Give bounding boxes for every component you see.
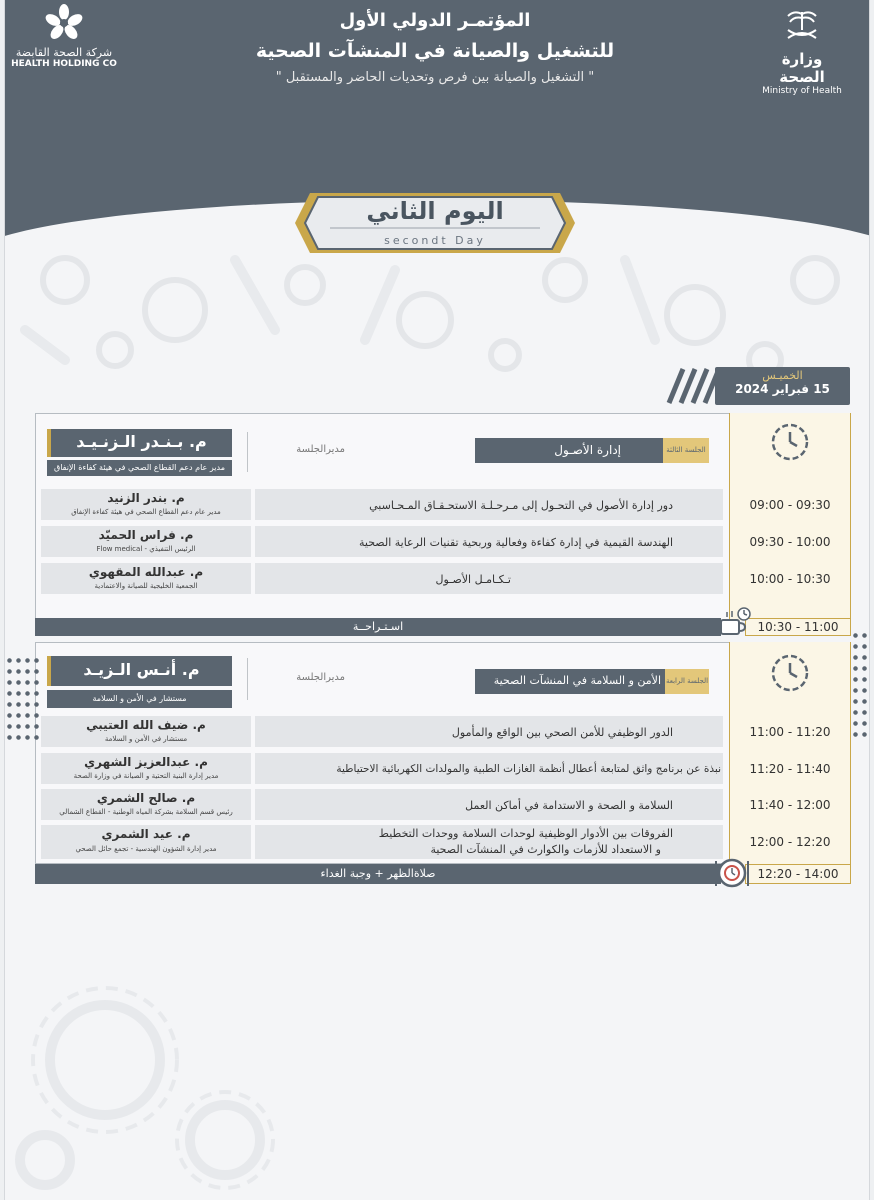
- session4-moderator-label: مديرالجلسة: [296, 672, 345, 683]
- talk-topic-line2: و الاستعداد للأزمات والكوارث في المنشآت الصحية: [430, 843, 661, 856]
- break-time: 10:30 - 11:00: [745, 618, 851, 636]
- time-slot: 11:00 - 11:20: [749, 725, 831, 739]
- time-slot: 09:30 - 10:00: [749, 535, 831, 549]
- session4-mod-divider: [247, 658, 248, 700]
- clock-icon: [770, 653, 810, 693]
- day-subtitle: secondt Day: [384, 234, 486, 247]
- gear-pattern-bottom: [5, 950, 870, 1200]
- session3-title-box: [475, 438, 663, 463]
- hhc-logo: [9, 4, 119, 69]
- speaker-name: م. صالح الشمري: [96, 791, 196, 805]
- speaker-role: رئيس قسم السلامة بشركة المياه الوطنية - القطاع الشمالي: [59, 808, 233, 816]
- plate-icon: [713, 856, 751, 890]
- session4-moderator-name: م. أنـس الـزيـد: [83, 660, 200, 679]
- dots-decoration-left: [5, 655, 41, 745]
- gear-pattern-top: [5, 240, 870, 380]
- session3-moderator-name: م. بـنـدر الـزنـيـد: [76, 432, 207, 451]
- break-bar: اسـتـراحــة: [35, 618, 721, 636]
- coffee-icon: [717, 606, 753, 638]
- speaker-role: مدير إدارة البنية التحتية و الصيانة في وزارة الصحة: [73, 772, 219, 780]
- hhc-name-ar: شركة الصحة القابضة: [15, 46, 113, 59]
- session3-mod-divider: [247, 432, 248, 472]
- talk-topic: نبذة عن برنامج واثق لمتابعة أعطال أنظمة الغازات الطبية والمولدات الكهربائية الاحتياطية: [336, 763, 721, 775]
- hhc-name-en: HEALTH HOLDING CO: [11, 59, 117, 69]
- moh-name-en: Ministry of Health: [762, 86, 842, 96]
- speaker-name: م. بندر الزنيد: [107, 491, 185, 505]
- session3-moderator-role: مدير عام دعم القطاع الصحي في هيئة كفاءة الإنفاق: [47, 460, 232, 476]
- date: 15 فبراير 2024: [735, 382, 830, 396]
- weekday: الخميـس: [762, 369, 803, 382]
- time-slot: 09:00 - 09:30: [749, 498, 831, 512]
- talk-topic: دور إدارة الأصول في التحـول إلى مـرحـلـة الاستحـقـاق المـحـاسبي: [369, 499, 673, 512]
- moh-logo: [757, 8, 847, 96]
- clock-icon: [770, 422, 810, 462]
- session3-title: إدارة الأصـول: [554, 443, 621, 457]
- session3-tag: الجلسة الثالثة: [663, 438, 709, 463]
- speaker-role: مدير إدارة الشؤون الهندسية - تجمع حائل الصحي: [75, 845, 217, 853]
- session4-moderator-role: مستشار في الأمن و السلامة: [47, 690, 232, 708]
- moh-name-ar: وزارة الصحة: [779, 50, 825, 86]
- dots-decoration-right: [851, 630, 870, 740]
- talk-topic: الهندسة القيمية في إدارة كفاءة وفعالية وربحية تقنيات الرعاية الصحية: [358, 536, 673, 549]
- speaker-name: م. عبدالعزيز الشهري: [84, 755, 208, 769]
- talk-topic: تـكـامـل الأصـول: [435, 573, 511, 586]
- speaker-name: م. عيد الشمري: [101, 827, 191, 841]
- speaker-name: م. عبدالله المقهوي: [88, 565, 204, 579]
- speaker-role: الجمعية الخليجية للصيانة والاعتمادية: [94, 582, 198, 590]
- talk-topic: السلامة و الصحة و الاستدامة في أماكن العمل: [465, 799, 673, 812]
- conference-subject: للتشغيل والصيانة في المنشآت الصحية: [255, 40, 615, 62]
- speaker-role: مدير عام دعم القطاع الصحي في هيئة كفاءة الإنفاق: [71, 508, 221, 516]
- time-slot: 12:00 - 12:20: [749, 835, 831, 849]
- stripes-decoration: [665, 367, 717, 405]
- time-slot: 11:20 - 11:40: [749, 762, 831, 776]
- time-slot: 11:40 - 12:00: [749, 798, 831, 812]
- session4-title-box: [475, 669, 665, 694]
- session4-tag: الجلسة الرابعة: [665, 669, 709, 694]
- date-box: [715, 367, 850, 405]
- day-title: اليوم الثاني: [366, 197, 504, 225]
- talk-topic: الدور الوظيفي للأمن الصحي بين الواقع والمأمول: [451, 726, 673, 739]
- session3-moderator-label: مديرالجلسة: [296, 444, 345, 455]
- speaker-role: مستشار في الأمن و السلامة: [104, 735, 188, 743]
- session4-moderator-box: [47, 656, 232, 686]
- session4-title: الأمن و السلامة في المنشآت الصحية: [493, 674, 661, 687]
- speaker-name: م. ضيف الله العتيبي: [86, 718, 206, 732]
- speaker-role: الرئيس التنفيذي - Flow medical: [96, 545, 196, 553]
- palm-swords-icon: [782, 8, 822, 44]
- talk-topic: الفروقات بين الأدوار الوظيفية لوحدات السلامة ووحدات التخطيط: [378, 827, 673, 840]
- lunch-bar: صلاةالظهر + وجبة الغداء: [35, 864, 721, 884]
- conference-title: المؤتمـر الدولي الأول: [339, 10, 531, 31]
- agenda-page: [4, 0, 870, 1200]
- flower-icon: [44, 4, 84, 40]
- conference-tagline: " التشغيل والصيانة بين فرص وتحديات الحاضر والمستقبل ": [275, 70, 595, 85]
- time-slot: 10:00 - 10:30: [749, 572, 831, 586]
- speaker-name: م. فراس الحميّد: [98, 528, 194, 542]
- session3-moderator-box: [47, 429, 232, 457]
- lunch-time: 12:20 - 14:00: [745, 864, 851, 884]
